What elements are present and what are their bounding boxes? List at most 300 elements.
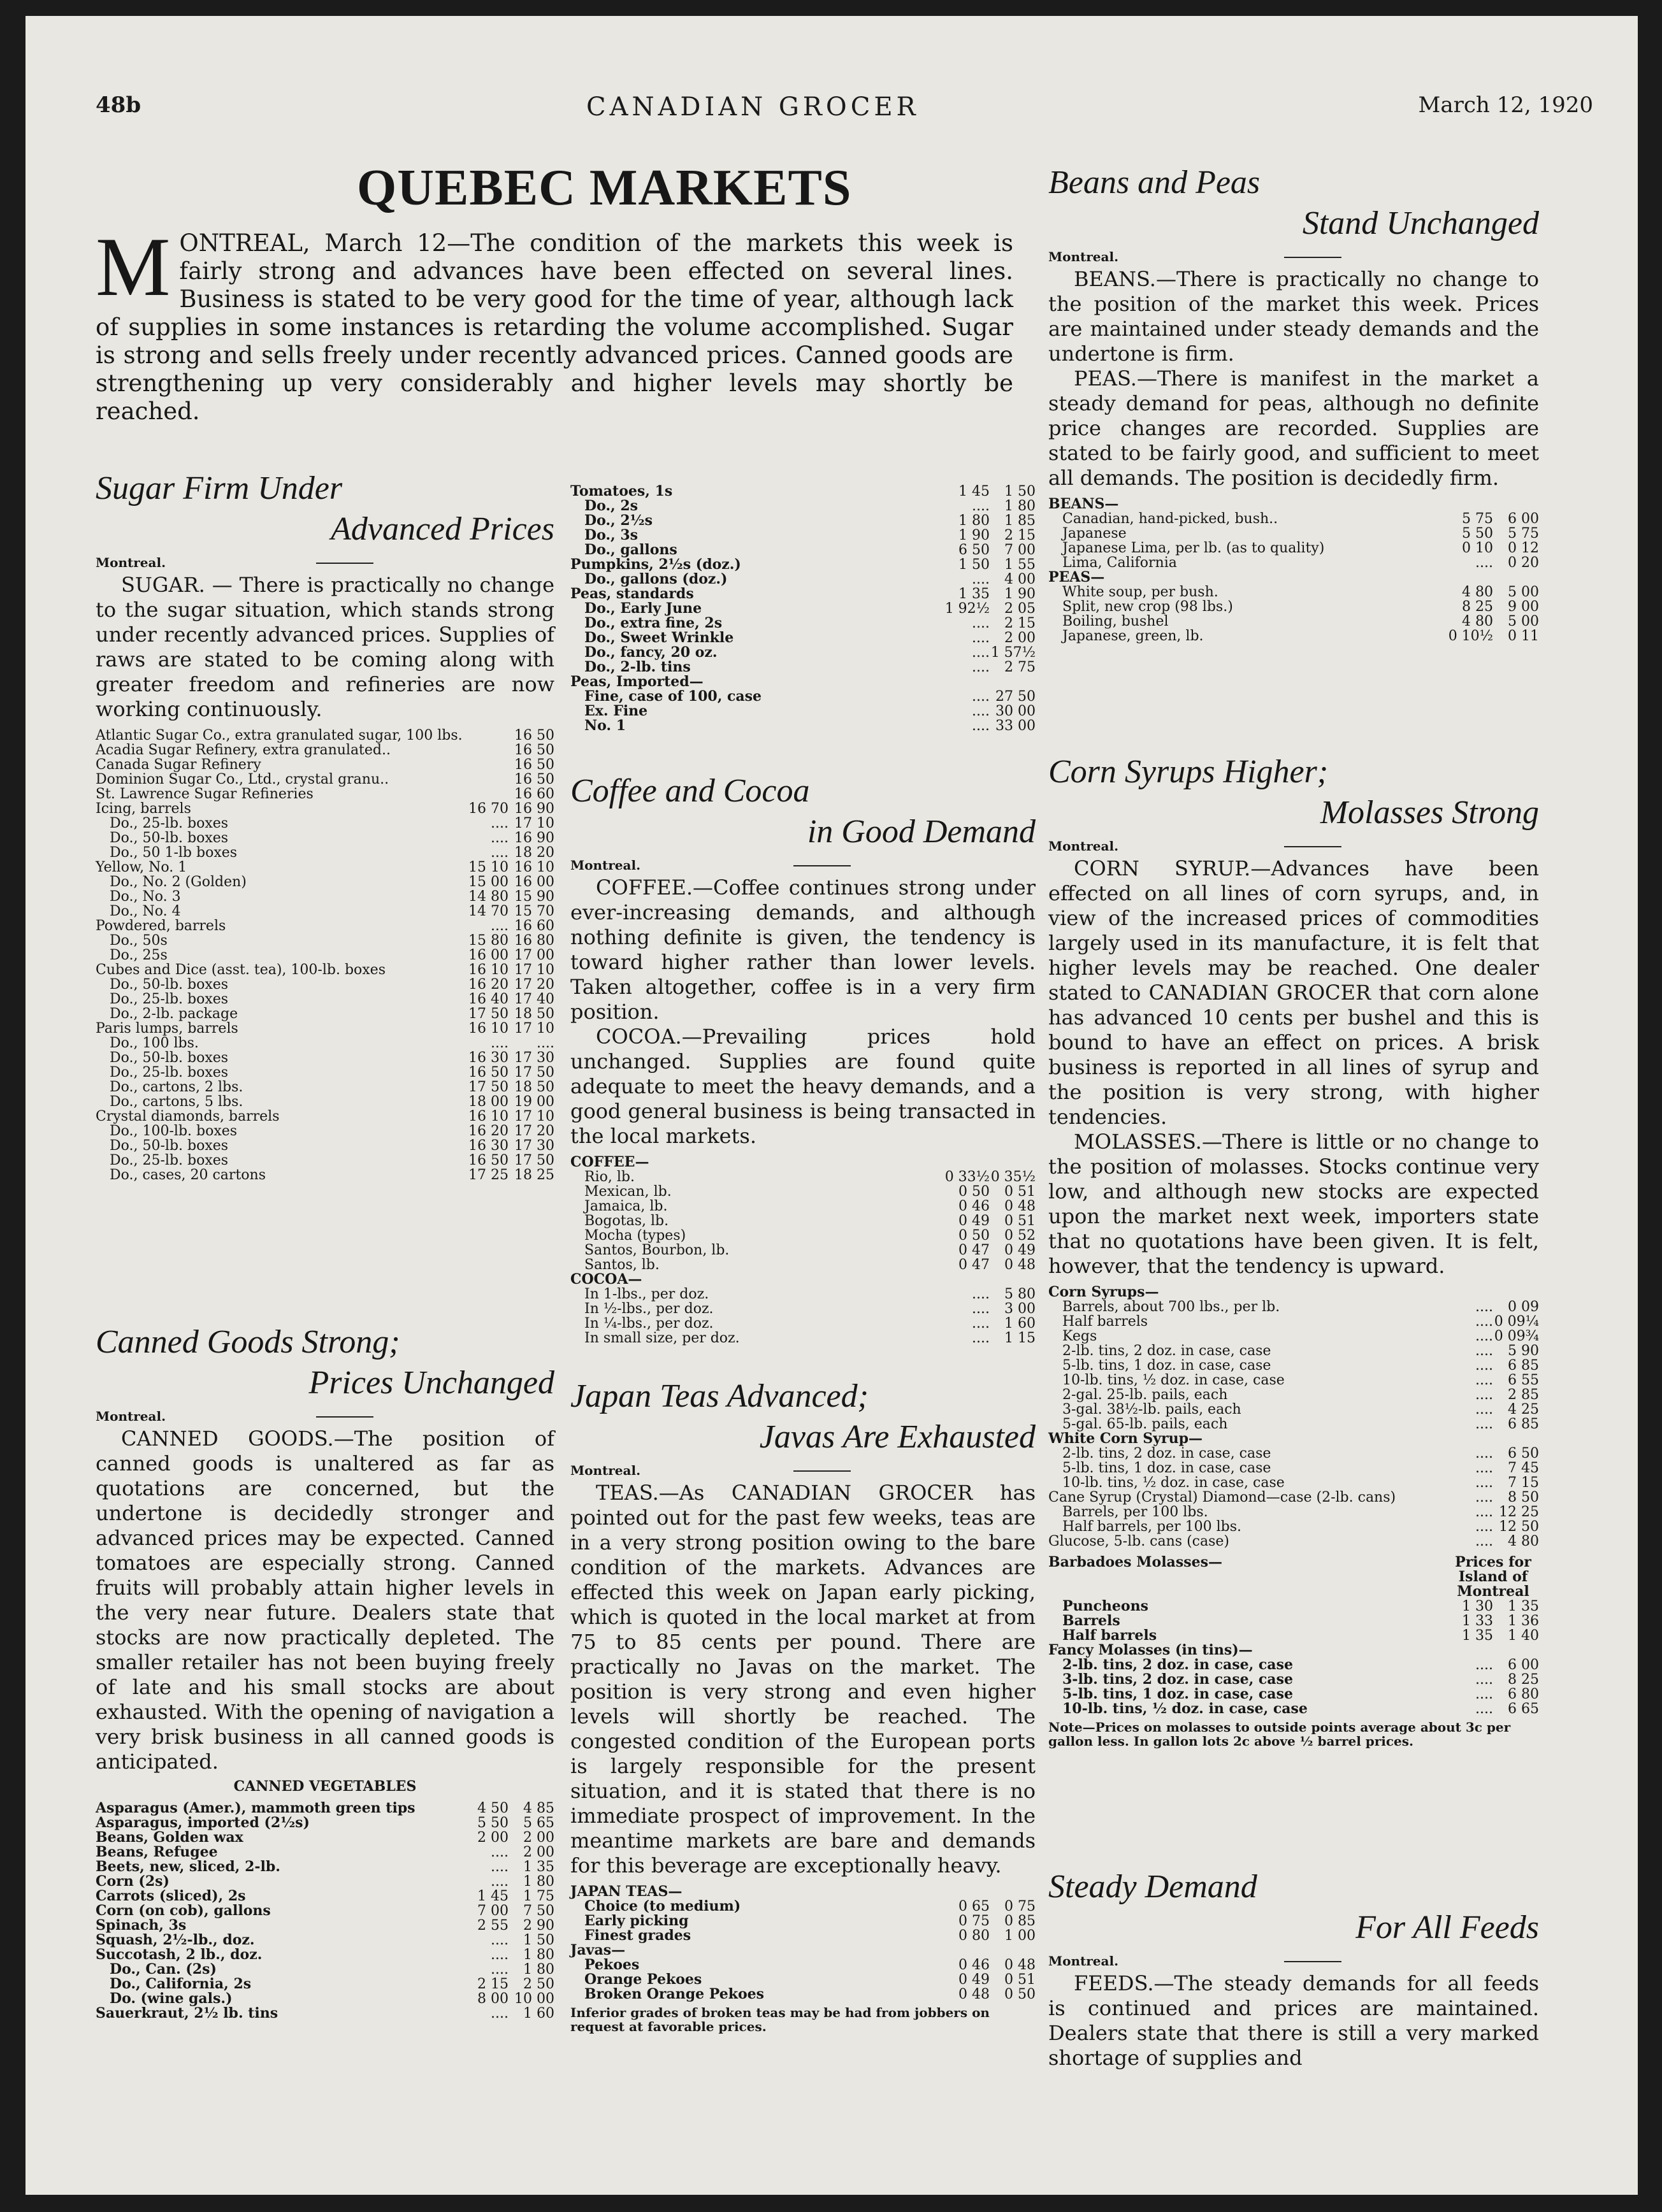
item-name: Orange Pekoes [584, 1971, 702, 1988]
price-low: 16 00 [468, 947, 509, 963]
item-name: Corn (on cob), gallons [96, 1902, 271, 1919]
price-high: 1 80 [1004, 498, 1036, 514]
price-high: 0 51 [1004, 1184, 1036, 1200]
molasses-header-right: Prices for Island of Montreal [1455, 1554, 1531, 1600]
teas-section [570, 1376, 1036, 2034]
price-high: 18 50 [514, 1079, 554, 1095]
item-name: 3-gal. 38½-lb. pails, each [1062, 1402, 1241, 1418]
item-name: Fine, case of 100, case [584, 688, 762, 705]
beans-body [1048, 267, 1539, 491]
price-low: 16 30 [468, 1050, 509, 1066]
price-low [1447, 570, 1493, 585]
price-row [570, 1184, 1036, 1199]
price-high: 0 75 [1004, 1899, 1036, 1914]
item-name: Bogotas, lb. [584, 1213, 669, 1229]
price-row [96, 1977, 554, 1992]
price-row [1048, 1519, 1539, 1534]
item-name: Half barrels [1062, 1627, 1157, 1644]
price-row [1048, 570, 1539, 585]
price-row [96, 1948, 554, 1962]
price-row [1048, 1534, 1539, 1549]
price-row [96, 845, 554, 860]
item-name: Do., 2½s [584, 512, 653, 529]
price-low: .... [1475, 1533, 1493, 1549]
item-name: Succotash, 2 lb., doz. [96, 1946, 263, 1963]
item-name: Beans, Refugee [96, 1844, 218, 1860]
item-name: Icing, barrels [96, 801, 191, 817]
teas-head-line2: Javas Are Exhausted [759, 1419, 1036, 1455]
price-high: 30 00 [995, 703, 1036, 719]
item-name: Barrels, per 100 lbs. [1062, 1504, 1208, 1520]
molasses-note: Note—Prices on molasses to outside points average about 3c per gallon less. In gallon lots 2c above ½ barrel prices. [1048, 1720, 1511, 1749]
price-low: 2 15 [477, 1976, 509, 1992]
item-name: Powdered, barrels [96, 918, 226, 934]
price-low: 16 40 [468, 991, 509, 1007]
price-high: 2 90 [523, 1918, 554, 1934]
price-low: .... [491, 1035, 509, 1051]
price-low: .... [1475, 1490, 1493, 1505]
item-name: Beans, Golden wax [96, 1829, 243, 1846]
price-row [1048, 1643, 1539, 1658]
price-row [570, 543, 1036, 557]
price-high [990, 1885, 1036, 1899]
price-row [570, 645, 1036, 660]
price-low: .... [1475, 1475, 1493, 1491]
molasses-paragraph: MOLASSES.—There is little or no change to the position of molasses. Stocks continue very low, and although new stocks are expected upon the market next week, importers state that no quotations have been given. It is felt, however, that the tendency is upward. [1048, 1130, 1539, 1278]
price-low: 0 65 [958, 1899, 990, 1914]
item-name: 5-lb. tins, 1 doz. in case, case [1062, 1358, 1271, 1374]
price-row [570, 1170, 1036, 1184]
price-row [1048, 526, 1539, 541]
price-row [570, 1972, 1036, 1987]
price-low: .... [972, 718, 990, 734]
item-name: Do., cartons, 5 lbs. [110, 1094, 243, 1110]
item-name: Corn (2s) [96, 1873, 170, 1890]
price-low: 0 80 [958, 1928, 990, 1944]
price-high: 7 45 [1508, 1460, 1539, 1476]
coffee-section [570, 771, 1036, 1346]
item-name: Jamaica, lb. [584, 1198, 668, 1214]
price-row [570, 689, 1036, 704]
price-high: 17 20 [514, 977, 554, 993]
price-row [96, 919, 554, 933]
item-name: In small size, per doz. [584, 1330, 740, 1346]
price-high: 0 09 [1508, 1299, 1539, 1315]
item-name: Do., 2-lb. tins [584, 659, 691, 675]
price-row [1048, 1702, 1539, 1716]
teas-note: Inferior grades of broken teas may be had from jobbers on request at favorable prices. [570, 2005, 990, 2034]
item-name: 10-lb. tins, ½ doz. in case, case [1062, 1372, 1285, 1388]
price-row [96, 933, 554, 948]
price-row [1048, 1402, 1539, 1417]
price-low: .... [491, 918, 509, 934]
price-high [990, 1943, 1036, 1958]
item-name: Cane Syrup (Crystal) Diamond—case (2-lb. cans) [1048, 1490, 1396, 1505]
price-low: 8 25 [1462, 599, 1493, 615]
price-row [96, 1080, 554, 1095]
price-low: 1 45 [477, 1888, 509, 1904]
feeds-headline [1048, 1867, 1539, 1948]
item-name: Do., No. 4 [110, 903, 181, 919]
price-high: 6 00 [1508, 1657, 1539, 1673]
item-name: 5-lb. tins, 1 doz. in case, case [1062, 1460, 1271, 1476]
price-row [570, 1199, 1036, 1214]
sugar-head-line2: Advanced Prices [331, 511, 554, 547]
price-low [944, 1885, 990, 1899]
beans-dateline: Montreal. [1048, 249, 1539, 264]
price-row [96, 948, 554, 963]
price-low: .... [972, 645, 990, 661]
price-row [96, 1095, 554, 1109]
price-row [570, 660, 1036, 675]
price-row [1048, 1461, 1539, 1476]
item-name: 10-lb. tins, ½ doz. in case, case [1062, 1475, 1285, 1491]
teas-dateline: Montreal. [570, 1463, 1036, 1478]
price-low: .... [1475, 1402, 1493, 1418]
price-row [96, 1036, 554, 1051]
item-name: 2-lb. tins, 2 doz. in case, case [1062, 1446, 1271, 1462]
cocoa-paragraph: COCOA.—Prevailing prices hold unchanged. Supplies are found quite adequate to meet the heavy demands, and a good general business is being transacted in the local markets. [570, 1024, 1036, 1148]
price-row [570, 719, 1036, 733]
price-low: .... [972, 615, 990, 631]
price-row [570, 1943, 1036, 1958]
price-high: 6 85 [1508, 1358, 1539, 1374]
item-name: White soup, per bush. [1062, 584, 1218, 600]
item-name: No. 1 [584, 717, 626, 734]
price-high: 16 10 [514, 859, 554, 875]
price-low: .... [1475, 1416, 1493, 1432]
price-row [570, 1228, 1036, 1243]
price-low: .... [972, 498, 990, 514]
price-high: 1 57½ [990, 645, 1036, 661]
price-high: 4 85 [523, 1800, 554, 1816]
price-low [944, 1943, 990, 1958]
price-low: 0 49 [958, 1213, 990, 1229]
price-high: 7 15 [1508, 1475, 1539, 1491]
price-row [570, 675, 1036, 689]
sugar-body [96, 573, 554, 722]
price-row [1048, 585, 1539, 600]
price-low: 14 70 [468, 903, 509, 919]
item-name: Peas, standards [570, 585, 694, 602]
price-low: .... [1475, 1446, 1493, 1462]
price-low [463, 743, 509, 758]
item-name: Do., cases, 20 cartons [110, 1167, 266, 1183]
item-name: Barrels, about 700 lbs., per lb. [1062, 1299, 1280, 1315]
item-name: 5-lb. tins, 1 doz. in case, case [1062, 1686, 1293, 1702]
price-low: 16 50 [468, 1153, 509, 1168]
price-row [1048, 556, 1539, 570]
item-name: Do., 25-lb. boxes [110, 815, 229, 831]
price-row [570, 484, 1036, 499]
price-row [1048, 1300, 1539, 1314]
item-name: Do., 2s [584, 498, 639, 514]
price-low: 0 10½ [1448, 628, 1493, 644]
corn-headline [1048, 752, 1539, 833]
price-row [96, 831, 554, 845]
price-high: .... [537, 1035, 554, 1051]
price-row [96, 1904, 554, 1918]
price-row [96, 1830, 554, 1845]
item-name: Do., Can. (2s) [110, 1961, 217, 1978]
price-low: 16 20 [468, 977, 509, 993]
item-name: Choice (to medium) [584, 1898, 741, 1914]
coffee-head-line1: Coffee and Cocoa [570, 773, 810, 809]
item-name: Do., fancy, 20 oz. [584, 644, 718, 661]
price-row [570, 1287, 1036, 1302]
item-name: Mexican, lb. [584, 1184, 672, 1200]
price-low: 0 46 [958, 1198, 990, 1214]
price-row [96, 787, 554, 801]
feeds-body [1048, 1971, 1539, 2071]
item-name: Canada Sugar Refinery [96, 757, 261, 773]
price-row [96, 1138, 554, 1153]
price-low: .... [491, 830, 509, 846]
price-high: 16 80 [514, 933, 554, 949]
price-high: 16 50 [514, 742, 554, 758]
price-high: 9 00 [1508, 599, 1539, 615]
price-row [96, 963, 554, 977]
item-name: Barrels [1062, 1612, 1120, 1629]
item-name: Santos, lb. [584, 1257, 660, 1273]
price-row [1048, 1344, 1539, 1358]
price-low: .... [972, 703, 990, 719]
price-high: 12 25 [1499, 1504, 1539, 1520]
item-name: Carrots (sliced), 2s [96, 1888, 246, 1904]
item-name: Corn Syrups— [1048, 1284, 1159, 1300]
item-name: Ex. Fine [584, 703, 648, 719]
item-name: Rio, lb. [584, 1169, 635, 1185]
price-high: 16 50 [514, 757, 554, 773]
feeds-dateline: Montreal. [1048, 1953, 1539, 1969]
sugar-dateline: Montreal. [96, 555, 554, 570]
price-row [96, 743, 554, 758]
price-high: 15 70 [514, 903, 554, 919]
price-high: 1 75 [523, 1888, 554, 1904]
price-low: .... [1475, 1460, 1493, 1476]
price-row [570, 601, 1036, 616]
item-name: Peas, Imported— [570, 673, 704, 690]
price-low: 4 50 [477, 1800, 509, 1816]
canned-table-title: CANNED VEGETABLES [233, 1778, 417, 1795]
price-row [96, 1860, 554, 1874]
price-high: 17 10 [514, 1021, 554, 1037]
price-low: 17 50 [468, 1006, 509, 1022]
canned-body [96, 1426, 554, 1774]
price-low: 0 47 [958, 1242, 990, 1258]
price-low: 2 00 [477, 1830, 509, 1846]
price-high: 17 40 [514, 991, 554, 1007]
price-low: 17 50 [468, 1079, 509, 1095]
tomatoes-section [570, 478, 1036, 733]
coffee-body [570, 875, 1036, 1149]
price-row [96, 889, 554, 904]
molasses-header-row [1048, 1555, 1539, 1599]
price-low: .... [1475, 1314, 1493, 1330]
item-name: Fancy Molasses (in tins)— [1048, 1642, 1253, 1658]
price-low: 0 75 [958, 1913, 990, 1929]
price-high: 17 10 [514, 1109, 554, 1124]
price-low: .... [491, 1874, 509, 1890]
price-high: 33 00 [995, 718, 1036, 734]
price-low: 14 80 [468, 889, 509, 905]
price-high: 1 90 [1004, 586, 1036, 602]
price-high: 1 60 [523, 2006, 554, 2022]
feeds-head-line2: For All Feeds [1355, 1909, 1539, 1946]
price-row [96, 772, 554, 787]
item-name: Lima, California [1062, 555, 1177, 571]
item-name: Do., 50-lb. boxes [110, 830, 229, 846]
price-row [96, 977, 554, 992]
price-high: 2 15 [1004, 615, 1036, 631]
price-high: 7 00 [1004, 542, 1036, 558]
price-high: 17 10 [514, 815, 554, 831]
price-low: .... [1475, 1672, 1493, 1688]
price-low: .... [1475, 1657, 1493, 1673]
price-high [1493, 1285, 1539, 1300]
price-row [570, 587, 1036, 601]
price-low [1447, 1285, 1493, 1300]
price-row [96, 801, 554, 816]
price-row [1048, 600, 1539, 614]
price-high: 17 50 [514, 1153, 554, 1168]
price-high: 17 20 [514, 1123, 554, 1139]
price-row [570, 1243, 1036, 1258]
price-high [990, 1155, 1036, 1170]
price-low: 5 50 [1462, 526, 1493, 542]
item-name: Early picking [584, 1913, 689, 1929]
price-low: 17 25 [468, 1167, 509, 1183]
price-high: 7 50 [523, 1903, 554, 1919]
item-name: 3-lb. tins, 2 doz. in case, case [1062, 1671, 1293, 1688]
item-name: Atlantic Sugar Co., extra granulated sugar, 100 lbs. [96, 728, 463, 743]
price-high: 12 50 [1499, 1519, 1539, 1535]
price-low: 1 92½ [944, 601, 990, 617]
price-low: .... [1475, 1686, 1493, 1702]
price-high: 0 48 [1004, 1957, 1036, 1973]
price-row [96, 1918, 554, 1933]
item-name: Do., Sweet Wrinkle [584, 629, 734, 646]
price-high [1493, 497, 1539, 512]
publication-title: CANADIAN GROCER [586, 92, 920, 122]
sugar-headline [96, 468, 554, 550]
price-row [96, 1933, 554, 1948]
price-row [570, 557, 1036, 572]
item-name: Javas— [570, 1942, 626, 1958]
price-low [1447, 1432, 1493, 1446]
price-low: .... [972, 1301, 990, 1317]
item-name: Puncheons [1062, 1598, 1148, 1614]
price-low: 1 90 [958, 528, 990, 543]
price-high: 10 00 [514, 1991, 554, 2007]
drop-cap: M [96, 220, 171, 313]
price-row [570, 1316, 1036, 1331]
price-high: 6 50 [1508, 1446, 1539, 1462]
price-row [1048, 512, 1539, 526]
canned-price-table [96, 1801, 554, 2021]
price-low: 0 50 [958, 1228, 990, 1244]
price-row [96, 1168, 554, 1182]
price-high: 1 80 [523, 1947, 554, 1963]
price-row [96, 758, 554, 772]
item-name: Dominion Sugar Co., Ltd., crystal granu.. [96, 772, 389, 787]
price-high: 17 50 [514, 1065, 554, 1081]
item-name: Pumpkins, 2½s (doz.) [570, 556, 741, 573]
teas-head-line1: Japan Teas Advanced; [570, 1378, 869, 1414]
price-row [96, 1051, 554, 1065]
price-row [96, 1021, 554, 1036]
price-row [96, 1124, 554, 1138]
price-row [570, 1272, 1036, 1287]
price-low [463, 787, 509, 801]
price-high: 1 60 [1004, 1316, 1036, 1332]
item-name: Squash, 2½-lb., doz. [96, 1932, 255, 1948]
item-name: Do., extra fine, 2s [584, 615, 723, 631]
price-low: 0 10 [1462, 540, 1493, 556]
price-high: 17 30 [514, 1138, 554, 1154]
price-high: 1 36 [1508, 1613, 1539, 1629]
price-row [96, 1007, 554, 1021]
price-high: 1 55 [1004, 557, 1036, 573]
price-row [1048, 541, 1539, 556]
price-high: 0 35½ [990, 1169, 1036, 1185]
price-row [1048, 1628, 1539, 1643]
price-low: 8 00 [477, 1991, 509, 2007]
price-high: 2 85 [1508, 1387, 1539, 1403]
price-low: .... [972, 1316, 990, 1332]
price-low: 1 30 [1462, 1598, 1493, 1614]
price-low: .... [972, 571, 990, 587]
price-row [1048, 1373, 1539, 1388]
coffee-dateline: Montreal. [570, 858, 1036, 873]
price-row [96, 1992, 554, 2006]
price-low: 4 80 [1462, 614, 1493, 629]
price-row [1048, 1329, 1539, 1344]
item-name: COFFEE— [570, 1154, 649, 1170]
item-name: Do. (wine gals.) [110, 1990, 233, 2007]
corn-head-line1: Corn Syrups Higher; [1048, 754, 1329, 790]
price-low: 1 35 [1462, 1628, 1493, 1644]
beans-headline [1048, 162, 1539, 244]
teas-paragraph: TEAS.—As CANADIAN GROCER has pointed out for the past few weeks, teas are in a very strong position owing to the bare condition of the markets. Advances are effected this week on Japan early picking, which is quoted in the local market at from 75 to 85 cents per pound. There are practically no Javas on the market. The position is very strong and even higher levels will shortly be reached. The congested condition of the European ports is largely responsible for the present situation, and it is stated that there is no immediate prospect of improvement. In the meantime markets are bare and demands for this beverage are exceptionally heavy. [570, 1481, 1036, 1878]
price-high: 0 11 [1508, 628, 1539, 644]
price-high: 17 00 [514, 947, 554, 963]
price-low: .... [972, 659, 990, 675]
item-name: Japanese Lima, per lb. (as to quality) [1062, 540, 1325, 556]
item-name: Santos, Bourbon, lb. [584, 1242, 730, 1258]
price-low: .... [1475, 1343, 1493, 1359]
price-low: .... [1475, 1358, 1493, 1374]
price-low: 16 70 [468, 801, 509, 817]
price-high [1493, 1432, 1539, 1446]
item-name: Boiling, bushel [1062, 614, 1169, 629]
feeds-section [1048, 1867, 1539, 2071]
price-high: 18 25 [514, 1167, 554, 1183]
price-row [570, 631, 1036, 645]
price-high: 0 12 [1508, 540, 1539, 556]
price-high: 4 25 [1508, 1402, 1539, 1418]
price-row [570, 1885, 1036, 1899]
tomatoes-price-table [570, 484, 1036, 733]
teas-price-table [570, 1885, 1036, 2002]
price-row [570, 616, 1036, 631]
canned-headline [96, 1322, 554, 1404]
price-low: 0 50 [958, 1184, 990, 1200]
price-high: 0 51 [1004, 1972, 1036, 1988]
feeds-paragraph: FEEDS.—The steady demands for all feeds is continued and prices are maintained. Dealers state that there is still a very marked shortage of supplies and [1048, 1971, 1539, 2070]
item-name: Do., 2-lb. package [110, 1006, 238, 1022]
price-high: 2 50 [523, 1976, 554, 1992]
